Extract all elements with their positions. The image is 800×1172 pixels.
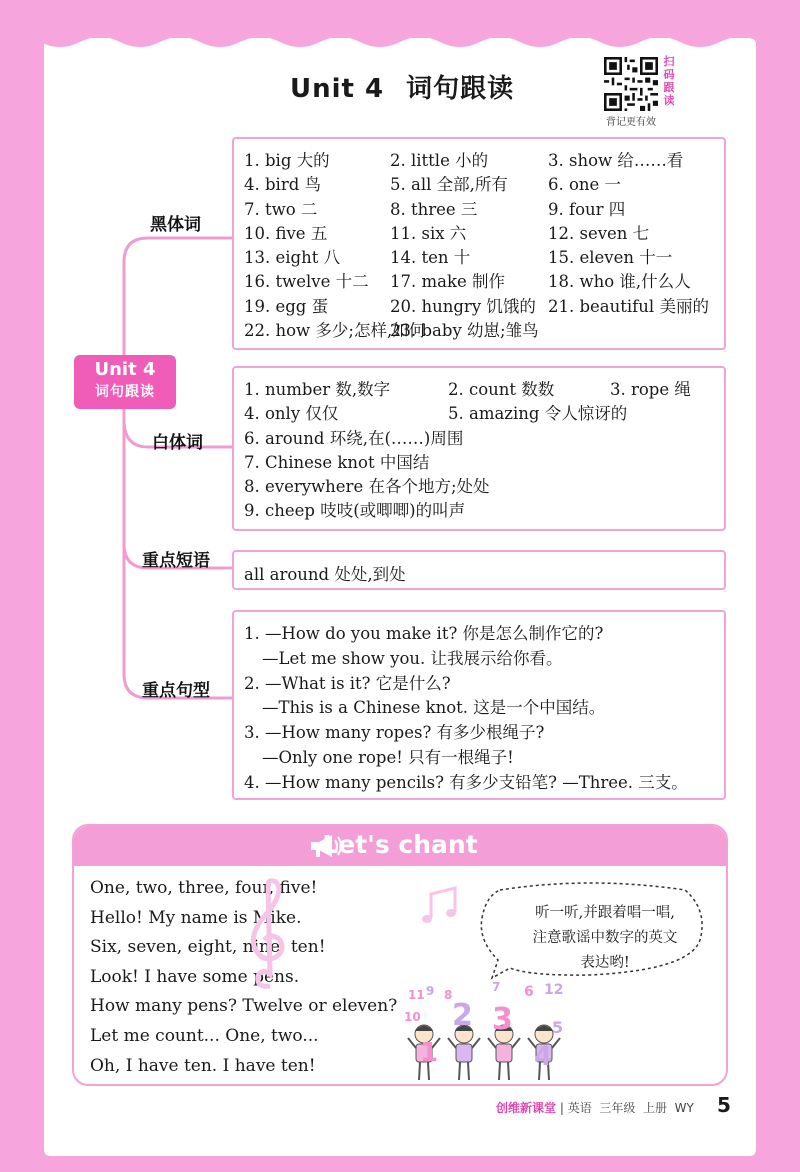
word-entry: 9. cheep 吱吱(或唧唧)的叫声 bbox=[244, 501, 466, 521]
word-entry: 21. beautiful 美丽的 bbox=[548, 296, 709, 316]
sentences-grid bbox=[244, 620, 688, 794]
qr-side-char: 码 bbox=[663, 68, 675, 81]
qr-side-char: 扫 bbox=[663, 55, 675, 68]
sentence-line: —This is a Chinese knot. 这是一个中国结。 bbox=[262, 698, 606, 718]
word-entry: 13. eight 八 bbox=[244, 248, 341, 268]
chant-header bbox=[74, 826, 726, 866]
word-entry: 3. rope 绳 bbox=[610, 380, 691, 399]
word-entry: 1. number 数,数字 bbox=[244, 380, 391, 399]
word-entry: 2. count 数数 bbox=[448, 380, 555, 399]
sentences-box bbox=[232, 610, 726, 800]
word-entry: 9. four 四 bbox=[548, 199, 626, 219]
floating-number: 11 bbox=[408, 988, 425, 1002]
bold-words-box bbox=[232, 137, 726, 350]
word-entry: 16. twelve 十二 bbox=[244, 272, 369, 292]
speech-bubble-text bbox=[510, 901, 700, 976]
word-entry: 8. three 三 bbox=[390, 199, 478, 219]
word-entry: 7. two 二 bbox=[244, 199, 318, 219]
top-wave-overlay bbox=[0, 0, 800, 60]
word-entry: 14. ten 十 bbox=[390, 248, 471, 268]
floating-number: 10 bbox=[404, 1010, 421, 1024]
plain-words-box bbox=[232, 366, 726, 531]
floating-number: 5 bbox=[552, 1018, 564, 1037]
floating-number: 6 bbox=[524, 984, 534, 1000]
chant-title: Let's chant bbox=[322, 830, 478, 859]
sentence-line: 4. —How many pencils? 有多少支铅笔? —Three. 三支。 bbox=[244, 772, 688, 792]
chant-line: Oh, I have ten. I have ten! bbox=[90, 1055, 316, 1076]
word-entry: 7. Chinese knot 中国结 bbox=[244, 452, 430, 472]
chant-line: One, two, three, four, five! bbox=[90, 878, 318, 898]
floating-number: 9 bbox=[426, 984, 435, 998]
qr-caption: 背记更有效 bbox=[606, 117, 656, 128]
word-entry: 20. hungry 饥饿的 bbox=[390, 296, 536, 316]
chant-line: Hello! My name is Mike. bbox=[90, 907, 302, 928]
floating-number: 7 bbox=[492, 980, 501, 994]
category-phrases: 重点短语 bbox=[142, 551, 210, 571]
sentence-line: —Let me show you. 让我展示给你看。 bbox=[262, 648, 563, 668]
word-entry: 10. five 五 bbox=[244, 223, 328, 243]
unit-hub-badge bbox=[74, 355, 176, 409]
word-entry: 4. bird 鸟 bbox=[244, 175, 322, 195]
word-entry: 19. egg 蛋 bbox=[244, 296, 329, 316]
category-sentences: 重点句型 bbox=[142, 681, 210, 701]
word-entry: 15. eleven 十一 bbox=[548, 248, 673, 268]
floating-number: 12 bbox=[544, 982, 564, 998]
word-entry: 5. amazing 令人惊讶的 bbox=[448, 404, 628, 424]
qr-side-char: 跟 bbox=[663, 81, 675, 94]
page-number: 5 bbox=[717, 1093, 731, 1117]
chant-line: Let me count... One, two... bbox=[90, 1025, 319, 1046]
chant-line: Six, seven, eight, nine, ten! bbox=[90, 937, 326, 958]
chant-line: How many pens? Twelve or eleven? bbox=[90, 996, 398, 1017]
qr-side-char: 读 bbox=[663, 94, 675, 107]
word-entry: 22. how 多少;怎样,如何 bbox=[244, 321, 426, 341]
category-plain-words: 白体词 bbox=[152, 433, 203, 453]
word-entry: 17. make 制作 bbox=[390, 272, 505, 292]
footer-meta: | 英语 三年级 上册 WY bbox=[559, 1101, 694, 1115]
word-entry: 12. seven 七 bbox=[548, 223, 650, 243]
sentence-line: 1. —How do you make it? 你是怎么制作它的? bbox=[244, 624, 604, 643]
floating-number: 2 bbox=[452, 998, 473, 1033]
hub-line2: 词句跟读 bbox=[95, 384, 155, 400]
phrases-grid bbox=[244, 561, 406, 585]
chant-line: Look! I have some pens. bbox=[90, 966, 300, 987]
footer-brand: 创维新课堂 bbox=[496, 1101, 557, 1115]
phrases-box bbox=[232, 550, 726, 590]
word-entry: 1. big 大的 bbox=[244, 151, 330, 170]
word-entry: 18. who 谁,什么人 bbox=[548, 272, 691, 292]
bubble-line: 听一听,并跟着唱一唱, bbox=[535, 905, 675, 921]
word-entry: 2. little 小的 bbox=[390, 151, 489, 170]
footer bbox=[496, 1099, 694, 1116]
floating-number: 4 bbox=[534, 1042, 553, 1072]
floating-number: 3 bbox=[492, 1002, 513, 1037]
word-entry: 6. around 环绕,在(……)周围 bbox=[244, 428, 464, 448]
bubble-line: 表达哟! bbox=[580, 955, 630, 971]
word-entry: 6. one 一 bbox=[548, 175, 622, 195]
category-bold-words: 黑体词 bbox=[150, 215, 201, 235]
music-note-icon bbox=[419, 886, 461, 928]
sentence-line: 2. —What is it? 它是什么? bbox=[244, 673, 451, 693]
word-entry: 23. baby 幼崽;雏鸟 bbox=[390, 321, 539, 341]
word-entry: 4. only 仅仅 bbox=[244, 404, 339, 424]
treble-clef-icon bbox=[244, 876, 294, 996]
word-entry: 5. all 全部,所有 bbox=[390, 175, 508, 195]
kids-illustration bbox=[404, 976, 584, 1086]
bubble-line: 注意歌谣中数字的英文 bbox=[532, 930, 678, 946]
floating-number: 1 bbox=[420, 1038, 439, 1068]
hub-line1: Unit 4 bbox=[94, 359, 156, 380]
phrase-item: all around 处处,到处 bbox=[244, 565, 406, 584]
sentence-line: 3. —How many ropes? 有多少根绳子? bbox=[244, 723, 545, 743]
title-subtitle: 词句跟读 bbox=[406, 74, 515, 104]
sentence-line: —Only one rope! 只有一根绳子! bbox=[262, 747, 514, 767]
word-entry: 11. six 六 bbox=[390, 223, 467, 243]
title-unit: Unit 4 bbox=[290, 74, 385, 104]
word-entry: 8. everywhere 在各个地方;处处 bbox=[244, 477, 490, 497]
word-entry: 3. show 给……看 bbox=[548, 151, 684, 170]
floating-number: 8 bbox=[444, 988, 453, 1002]
